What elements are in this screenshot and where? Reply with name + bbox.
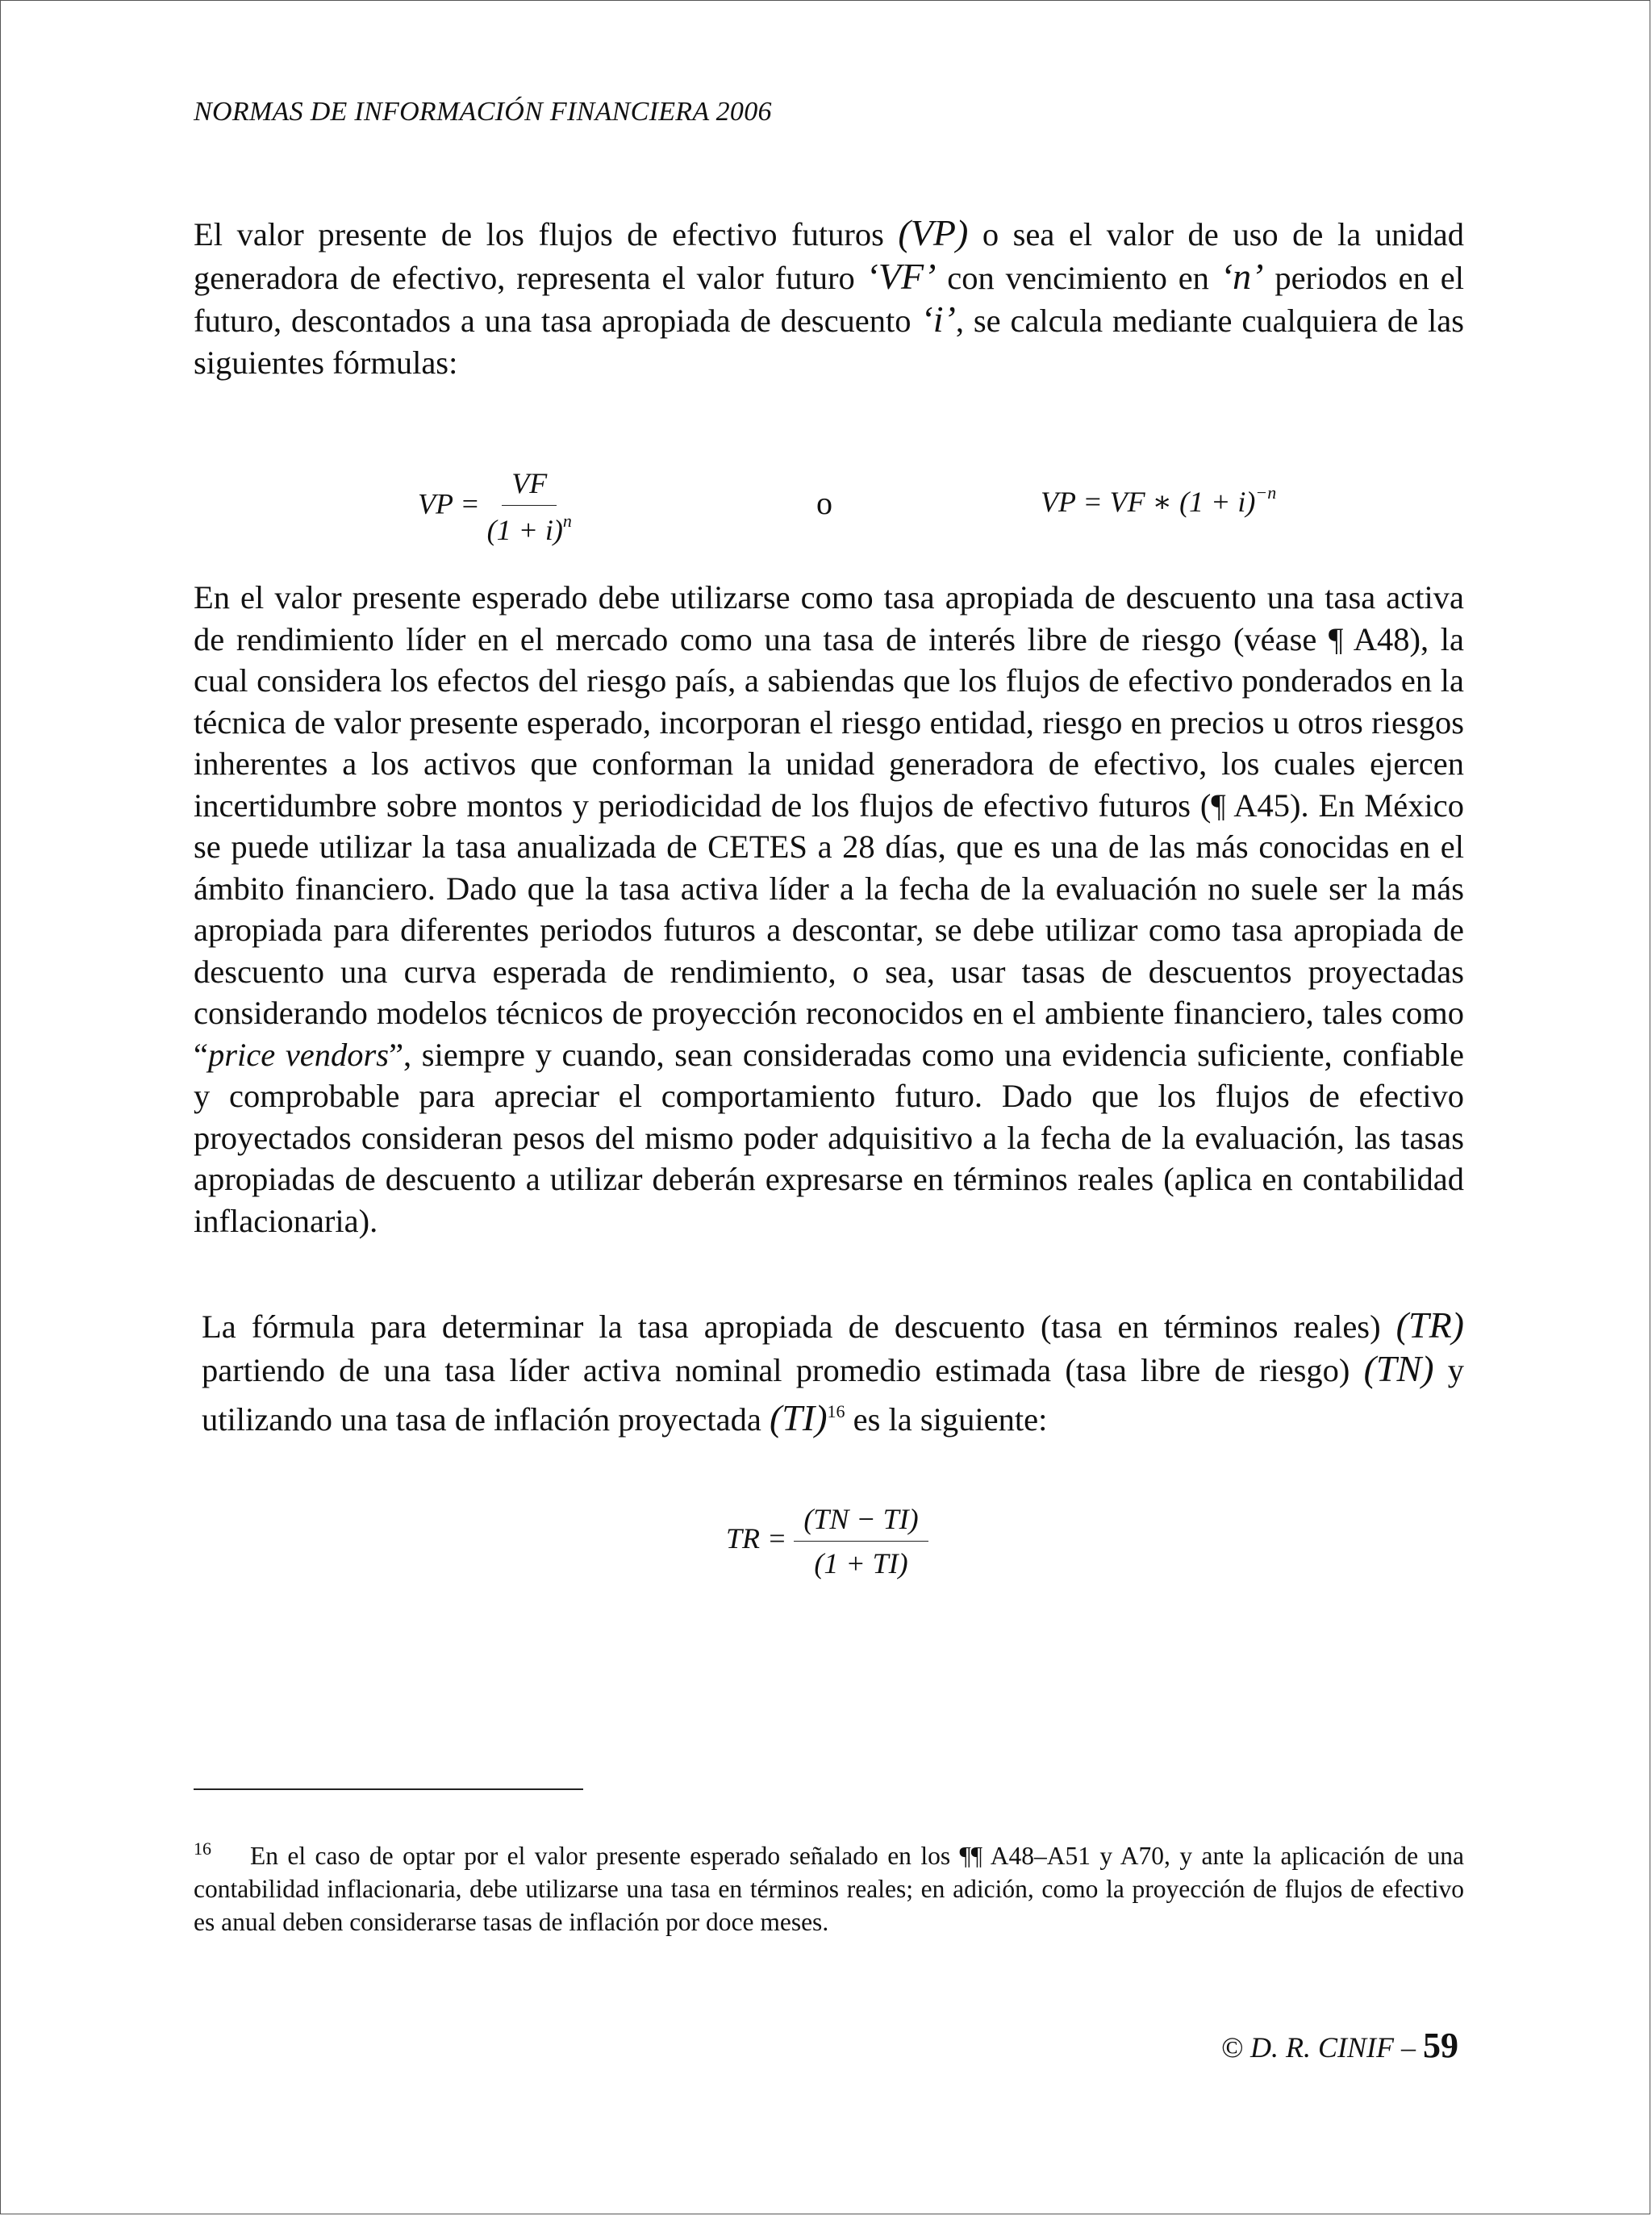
formula-vp-fraction xyxy=(418,466,572,547)
or-separator: o xyxy=(816,485,832,521)
symbol-i: ‘i’ xyxy=(920,298,956,340)
text-run: con vencimiento en xyxy=(936,259,1220,296)
exponent: −n xyxy=(1255,482,1277,503)
formula-lhs: TR = xyxy=(726,1521,787,1555)
text-run: periodos en el futuro, descontados a una tasa apropiada de descuento xyxy=(194,259,1465,339)
fraction xyxy=(487,466,572,547)
paragraph-real-rate xyxy=(202,1304,1464,1441)
text-run: es la siguiente: xyxy=(845,1401,1048,1438)
symbol-vf: ‘VF’ xyxy=(866,255,937,297)
text-run: El valor presente de los flujos de efectivo futuros xyxy=(194,216,899,252)
symbol-vp: (VP) xyxy=(898,212,969,253)
fraction xyxy=(794,1502,928,1580)
formula-body: VP = VF ∗ (1 + i) xyxy=(1041,486,1256,518)
formula-lhs: VP = xyxy=(418,487,480,520)
text-run: ”, siempre y cuando, sean consideradas como una evidencia suficiente, confiable y comprobable para apreciar el comportamiento futuro. Dado que los flujos de efectivo proyectados consideran pesos del mismo poder adquisitivo a la fecha de la evaluación, las tasas apropiadas de descuento a utilizar deberán expresarse en términos reales (aplica en contabilidad inflacionaria). xyxy=(194,1036,1464,1239)
fraction-numerator: VF xyxy=(502,466,557,506)
text-run: , se calcula mediante cualquiera de las siguientes fórmulas: xyxy=(194,303,1464,381)
symbol-n: ‘n’ xyxy=(1220,255,1264,297)
fraction-denominator xyxy=(487,506,572,547)
page-footer xyxy=(1221,2025,1458,2066)
footnote-text: En el caso de optar por el valor presente esperado señalado en los ¶¶ A48–A51 y A70, y ante la aplicación de una contabilidad inflacionaria, debe utilizarse una tasa en términos reales; en adición, como la proyección de flujos de efectivo es anual deben considerarse tasas de inflación por doce meses. xyxy=(194,1842,1464,1936)
footnote-mark: 16 xyxy=(194,1838,211,1859)
fraction-denominator: (1 + TI) xyxy=(814,1547,908,1580)
paragraph-present-value xyxy=(194,212,1464,383)
copyright: © D. R. CINIF – xyxy=(1220,2031,1423,2064)
emphasis-price-vendors: price vendors xyxy=(207,1036,390,1073)
text-run: partiendo de una tasa líder activa nominal promedio estimada (tasa libre de riesgo) xyxy=(202,1351,1364,1388)
symbol-tr: (TR) xyxy=(1395,1304,1464,1346)
page-number: 59 xyxy=(1423,2026,1458,2065)
denominator-base: (1 + i) xyxy=(486,514,563,546)
running-header: NORMAS DE INFORMACIÓN FINANCIERA 2006 xyxy=(194,97,772,127)
exponent: n xyxy=(562,511,572,531)
symbol-tn: (TN) xyxy=(1363,1347,1434,1389)
footnote-rule xyxy=(194,1788,583,1790)
footnote-reference: 16 xyxy=(827,1401,845,1421)
fraction-numerator: (TN − TI) xyxy=(794,1502,928,1542)
text-run: La fórmula para determinar la tasa apropiada de descuento (tasa en términos reales) xyxy=(202,1308,1396,1345)
symbol-ti: (TI) xyxy=(769,1397,828,1438)
text-run: y utilizando una tasa de inflación proyectada xyxy=(202,1351,1465,1438)
footnote xyxy=(194,1832,1464,1938)
text-run: o sea el valor de uso de la unidad generadora de efectivo, representa el valor futuro xyxy=(194,216,1464,296)
text-run: En el valor presente esperado debe utilizarse como tasa apropiada de descuento una tasa activa de rendimiento líder en el mercado como una tasa de interés libre de riesgo (véase ¶ A48), la cual considera los efectos del riesgo país, a sabiendas que los flujos de efectivo ponderados en la técnica de valor presente esperado, incorporan el riesgo entidad, riesgo en precios u otros riesgos inherentes a los activos que conforman la unidad generadora de efectivo, los cuales ejercen incertidumbre sobre montos y periodicidad de los flujos de efectivo futuros (¶ A45). En México se puede utilizar la tasa anualizada de CETES a 28 días, que es una de las más conocidas en el ámbito financiero. Dado que la tasa activa líder a la fecha de la evaluación no suele ser la más apropiada para diferentes periodos futuros a descontar, se debe utilizar como tasa apropiada de descuento una curva esperada de rendimiento, o sea, usar tasas de descuentos proyectadas considerando modelos técnicos de proyección reconocidos en el ambiente financiero, tales como “ xyxy=(194,579,1464,1073)
paragraph-expected-value xyxy=(194,577,1464,1242)
formula-tr xyxy=(726,1502,928,1580)
formula-vp-product xyxy=(1041,482,1276,519)
